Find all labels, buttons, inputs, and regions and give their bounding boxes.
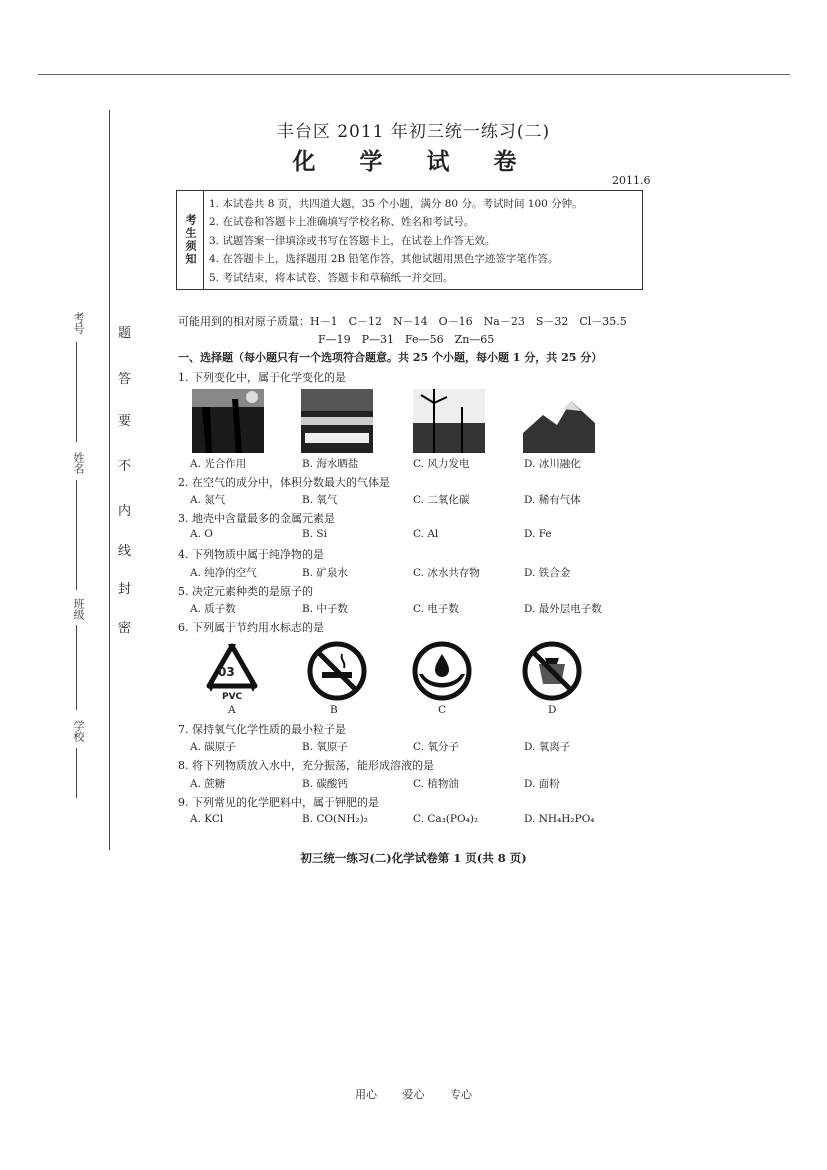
sea-salt-photo xyxy=(301,389,373,453)
photosynthesis-photo xyxy=(192,389,264,453)
seal-char: 要 xyxy=(118,414,132,429)
option: B. CO(NH₂)₂ xyxy=(302,813,368,825)
no-fishing-icon xyxy=(521,640,583,702)
option: D. 稀有气体 xyxy=(524,494,581,506)
seal-char: 线 xyxy=(118,544,132,559)
option: B. 海水晒盐 xyxy=(302,458,359,470)
option: C. 冰水共存物 xyxy=(413,567,480,579)
option: B. Si xyxy=(302,528,327,540)
option: A. 光合作用 xyxy=(190,458,247,470)
question-stem: 3. 地壳中含量最多的金属元素是 xyxy=(178,512,335,525)
exam-subtitle: 化 学 试 卷 xyxy=(292,148,535,175)
seal-char: 密 xyxy=(118,621,132,636)
recycle-number: 03 xyxy=(218,665,235,679)
notice-item: 5. 考试结束，将本试卷、答题卡和草稿纸一并交回。 xyxy=(209,271,454,284)
page-footer: 初三统一练习(二)化学试卷第 1 页(共 8 页) xyxy=(300,851,527,865)
question-stem: 7. 保持氧气化学性质的最小粒子是 xyxy=(178,723,346,736)
option: B. 氧气 xyxy=(302,494,338,506)
bottom-slogan: 用心 爱心 专心 xyxy=(355,1088,472,1101)
notice-box xyxy=(176,190,643,290)
wind-power-photo xyxy=(413,389,485,453)
water-drop-hand-icon xyxy=(411,640,473,702)
option: A. 氮气 xyxy=(190,494,226,506)
notice-item: 3. 试题答案一律填涂或书写在答题卡上，在试卷上作答无效。 xyxy=(209,234,496,247)
option: A. 质子数 xyxy=(190,603,236,615)
name-line xyxy=(76,480,77,590)
option: C. 电子数 xyxy=(413,603,459,615)
option: A. 蔗糖 xyxy=(190,778,226,790)
question-stem: 8. 将下列物质放入水中，充分振荡，能形成溶液的是 xyxy=(178,759,434,772)
option: A. O xyxy=(190,528,213,540)
seal-char: 答 xyxy=(118,372,132,387)
option: B. 氧原子 xyxy=(302,741,348,753)
atomic-mass-line2: F—19 P—31 Fe—56 Zn—65 xyxy=(318,333,495,346)
binding-line xyxy=(109,110,110,850)
option: C. 氧分子 xyxy=(413,741,459,753)
option: A. 碳原子 xyxy=(190,741,236,753)
option: A xyxy=(228,704,236,716)
school-line xyxy=(76,748,77,798)
option: C. 风力发电 xyxy=(413,458,470,470)
option: D. Fe xyxy=(524,528,552,540)
option: D. 最外层电子数 xyxy=(524,603,602,615)
option: A. 纯净的空气 xyxy=(190,567,257,579)
class-line xyxy=(76,625,77,710)
question-stem: 9. 下列常见的化学肥料中，属于钾肥的是 xyxy=(178,796,379,809)
atomic-mass-line1: 可能用到的相对原子质量：H－1 C－12 N－14 O－16 Na－23 S－32 Cl－35.5 xyxy=(178,315,627,328)
option: C. 二氧化碳 xyxy=(413,494,470,506)
field-exam-number-label: 考号 xyxy=(72,312,85,334)
field-name-label: 姓名 xyxy=(72,452,85,474)
option: C. 植物油 xyxy=(413,778,459,790)
field-class-label: 班级 xyxy=(72,598,85,620)
option: B. 碳酸钙 xyxy=(302,778,348,790)
no-smoking-icon xyxy=(306,640,368,702)
option: D. 面粉 xyxy=(524,778,560,790)
exam-date: 2011.6 xyxy=(612,174,651,187)
option: B. 矿泉水 xyxy=(302,567,348,579)
option: D. 氧离子 xyxy=(524,741,571,753)
option: D. 铁合金 xyxy=(524,567,571,579)
notice-item: 2. 在试卷和答题卡上准确填写学校名称、姓名和考试号。 xyxy=(209,216,475,229)
option: B. 中子数 xyxy=(302,603,348,615)
option: C xyxy=(438,704,447,716)
option: A. KCl xyxy=(190,813,224,825)
question-stem: 5. 决定元素种类的是原子的 xyxy=(178,585,313,598)
seal-char: 题 xyxy=(118,326,132,341)
question-stem: 4. 下列物质中属于纯净物的是 xyxy=(178,548,324,561)
top-rule xyxy=(38,74,790,75)
section-heading: 一、选择题（每小题只有一个选项符合题意。共 25 个小题，每小题 1 分，共 25 分） xyxy=(178,351,603,364)
notice-label: 考生须知 xyxy=(177,191,204,289)
notice-item: 4. 在答题卡上，选择题用 2B 铅笔作答，其他试题用黑色字迹签字笔作答。 xyxy=(209,253,559,266)
option: D xyxy=(548,704,557,716)
seal-char: 封 xyxy=(118,582,132,597)
question-stem: 6. 下列属于节约用水标志的是 xyxy=(178,621,324,634)
exam-title: 丰台区 2011 年初三统一练习(二) xyxy=(276,122,551,142)
question-stem: 2. 在空气的成分中，体积分数最大的气体是 xyxy=(178,476,390,489)
option: B xyxy=(330,704,338,716)
exam-number-line xyxy=(76,342,77,442)
option: C. Ca₃(PO₄)₂ xyxy=(413,813,479,825)
option: D. 冰川融化 xyxy=(524,458,581,470)
glacier-photo xyxy=(523,389,595,453)
seal-char: 不 xyxy=(118,459,132,474)
option: D. NH₄H₂PO₄ xyxy=(524,813,595,825)
seal-char: 内 xyxy=(118,504,132,519)
field-school-label: 学校 xyxy=(72,720,85,742)
recycle-code: PVC xyxy=(222,692,243,702)
notice-item: 1. 本试卷共 8 页，共四道大题，35 个小题，满分 80 分。考试时间 100 分钟。 xyxy=(209,198,583,210)
question-stem: 1. 下列变化中，属于化学变化的是 xyxy=(178,371,346,384)
option: C. Al xyxy=(413,528,439,540)
